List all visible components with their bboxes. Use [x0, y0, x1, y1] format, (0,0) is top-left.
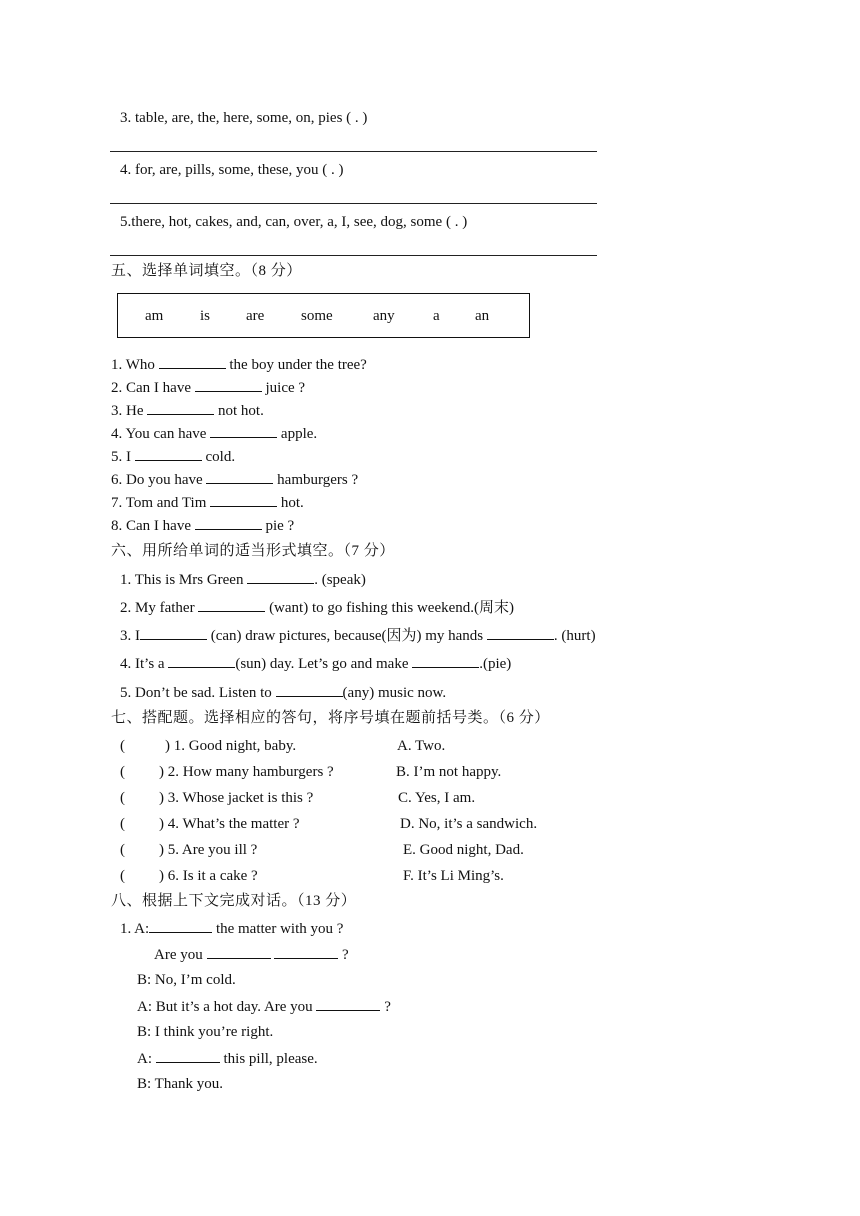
s5-item-4: 4. You can have apple. — [111, 423, 317, 444]
blank[interactable] — [276, 682, 343, 697]
section6-heading: 六、用所给单词的适当形式填空。（7 分） — [111, 543, 395, 559]
s6-item-2: 2. My father (want) to go fishing this weekend.(周末) — [120, 597, 514, 618]
word-box — [117, 293, 530, 338]
s5-item-2: 2. Can I have juice ? — [111, 377, 305, 398]
s5-item-8: 8. Can I have pie ? — [111, 515, 294, 536]
blank[interactable] — [316, 996, 380, 1011]
word-some: some — [301, 308, 333, 324]
word-is: is — [200, 308, 211, 324]
s7-row-5: ( ) 5. Are you ill ? — [120, 842, 258, 858]
s7-answer-c: C. Yes, I am. — [398, 790, 476, 806]
s7-row-1: ( ) 1. Good night, baby. — [120, 738, 297, 754]
blank[interactable] — [135, 446, 202, 461]
s7-answer-d: D. No, it’s a sandwich. — [400, 816, 538, 832]
blank[interactable] — [195, 515, 262, 530]
dialog-line-5: B: I think you’re right. — [137, 1024, 274, 1040]
section5-heading: 五、选择单词填空。（8 分） — [111, 263, 302, 279]
blank[interactable] — [147, 400, 214, 415]
blank[interactable] — [140, 625, 207, 640]
answer-line-4[interactable] — [110, 203, 597, 204]
word-a: a — [433, 308, 440, 324]
blank[interactable] — [487, 625, 554, 640]
s7-row-3: ( ) 3. Whose jacket is this ? — [120, 790, 314, 806]
blank[interactable] — [274, 944, 338, 959]
sentence-3: 3. table, are, the, here, some, on, pies ( . ) — [120, 110, 368, 126]
blank[interactable] — [210, 492, 277, 507]
s6-item-5: 5. Don’t be sad. Listen to (any) music now. — [120, 682, 446, 703]
sentence-4: 4. for, are, pills, some, these, you ( . ) — [120, 162, 344, 178]
word-an: an — [475, 308, 490, 324]
s5-item-6: 6. Do you have hamburgers ? — [111, 469, 358, 490]
s7-answer-b: B. I’m not happy. — [396, 764, 502, 780]
dialog-line-2: Are you ? — [154, 944, 349, 965]
blank[interactable] — [156, 1048, 220, 1063]
sentence-5: 5.there, hot, cakes, and, can, over, a, I, see, dog, some ( . ) — [120, 214, 468, 230]
blank[interactable] — [149, 918, 212, 933]
blank[interactable] — [247, 569, 314, 584]
s7-answer-e: E. Good night, Dad. — [403, 842, 524, 858]
s7-row-4: ( ) 4. What’s the matter ? — [120, 816, 300, 832]
dialog-line-3: B: No, I’m cold. — [137, 972, 236, 988]
dialog-line-7: B: Thank you. — [137, 1076, 223, 1092]
s5-item-5: 5. I cold. — [111, 446, 235, 467]
answer-line-3[interactable] — [110, 151, 597, 152]
s7-row-6: ( ) 6. Is it a cake ? — [120, 868, 258, 884]
blank[interactable] — [210, 423, 277, 438]
s7-answer-f: F. It’s Li Ming’s. — [403, 868, 504, 884]
blank[interactable] — [206, 469, 273, 484]
dialog-line-1: 1. A: the matter with you ? — [120, 918, 343, 939]
dialog-line-4: A: But it’s a hot day. Are you ? — [137, 996, 391, 1017]
blank[interactable] — [207, 944, 271, 959]
answer-line-5[interactable] — [110, 255, 597, 256]
s7-row-2: ( ) 2. How many hamburgers ? — [120, 764, 334, 780]
section8-heading: 八、根据上下文完成对话。（13 分） — [111, 893, 357, 909]
s6-item-3: 3. I (can) draw pictures, because(因为) my hands . (hurt) — [120, 625, 596, 646]
blank[interactable] — [412, 653, 479, 668]
word-am: am — [145, 308, 164, 324]
s6-item-1: 1. This is Mrs Green . (speak) — [120, 569, 366, 590]
s6-item-4: 4. It’s a (sun) day. Let’s go and make .(pie) — [120, 653, 511, 674]
s5-item-3: 3. He not hot. — [111, 400, 264, 421]
s5-item-7: 7. Tom and Tim hot. — [111, 492, 304, 513]
blank[interactable] — [168, 653, 235, 668]
s5-item-1: 1. Who the boy under the tree? — [111, 354, 367, 375]
blank[interactable] — [198, 597, 265, 612]
s7-answer-a: A. Two. — [397, 738, 446, 754]
word-any: any — [373, 308, 395, 324]
section7-heading: 七、搭配题。选择相应的答句，将序号填在题前括号类。（6 分） — [111, 710, 550, 726]
dialog-line-6: A: this pill, please. — [137, 1048, 318, 1069]
blank[interactable] — [195, 377, 262, 392]
blank[interactable] — [159, 354, 226, 369]
word-are: are — [246, 308, 265, 324]
